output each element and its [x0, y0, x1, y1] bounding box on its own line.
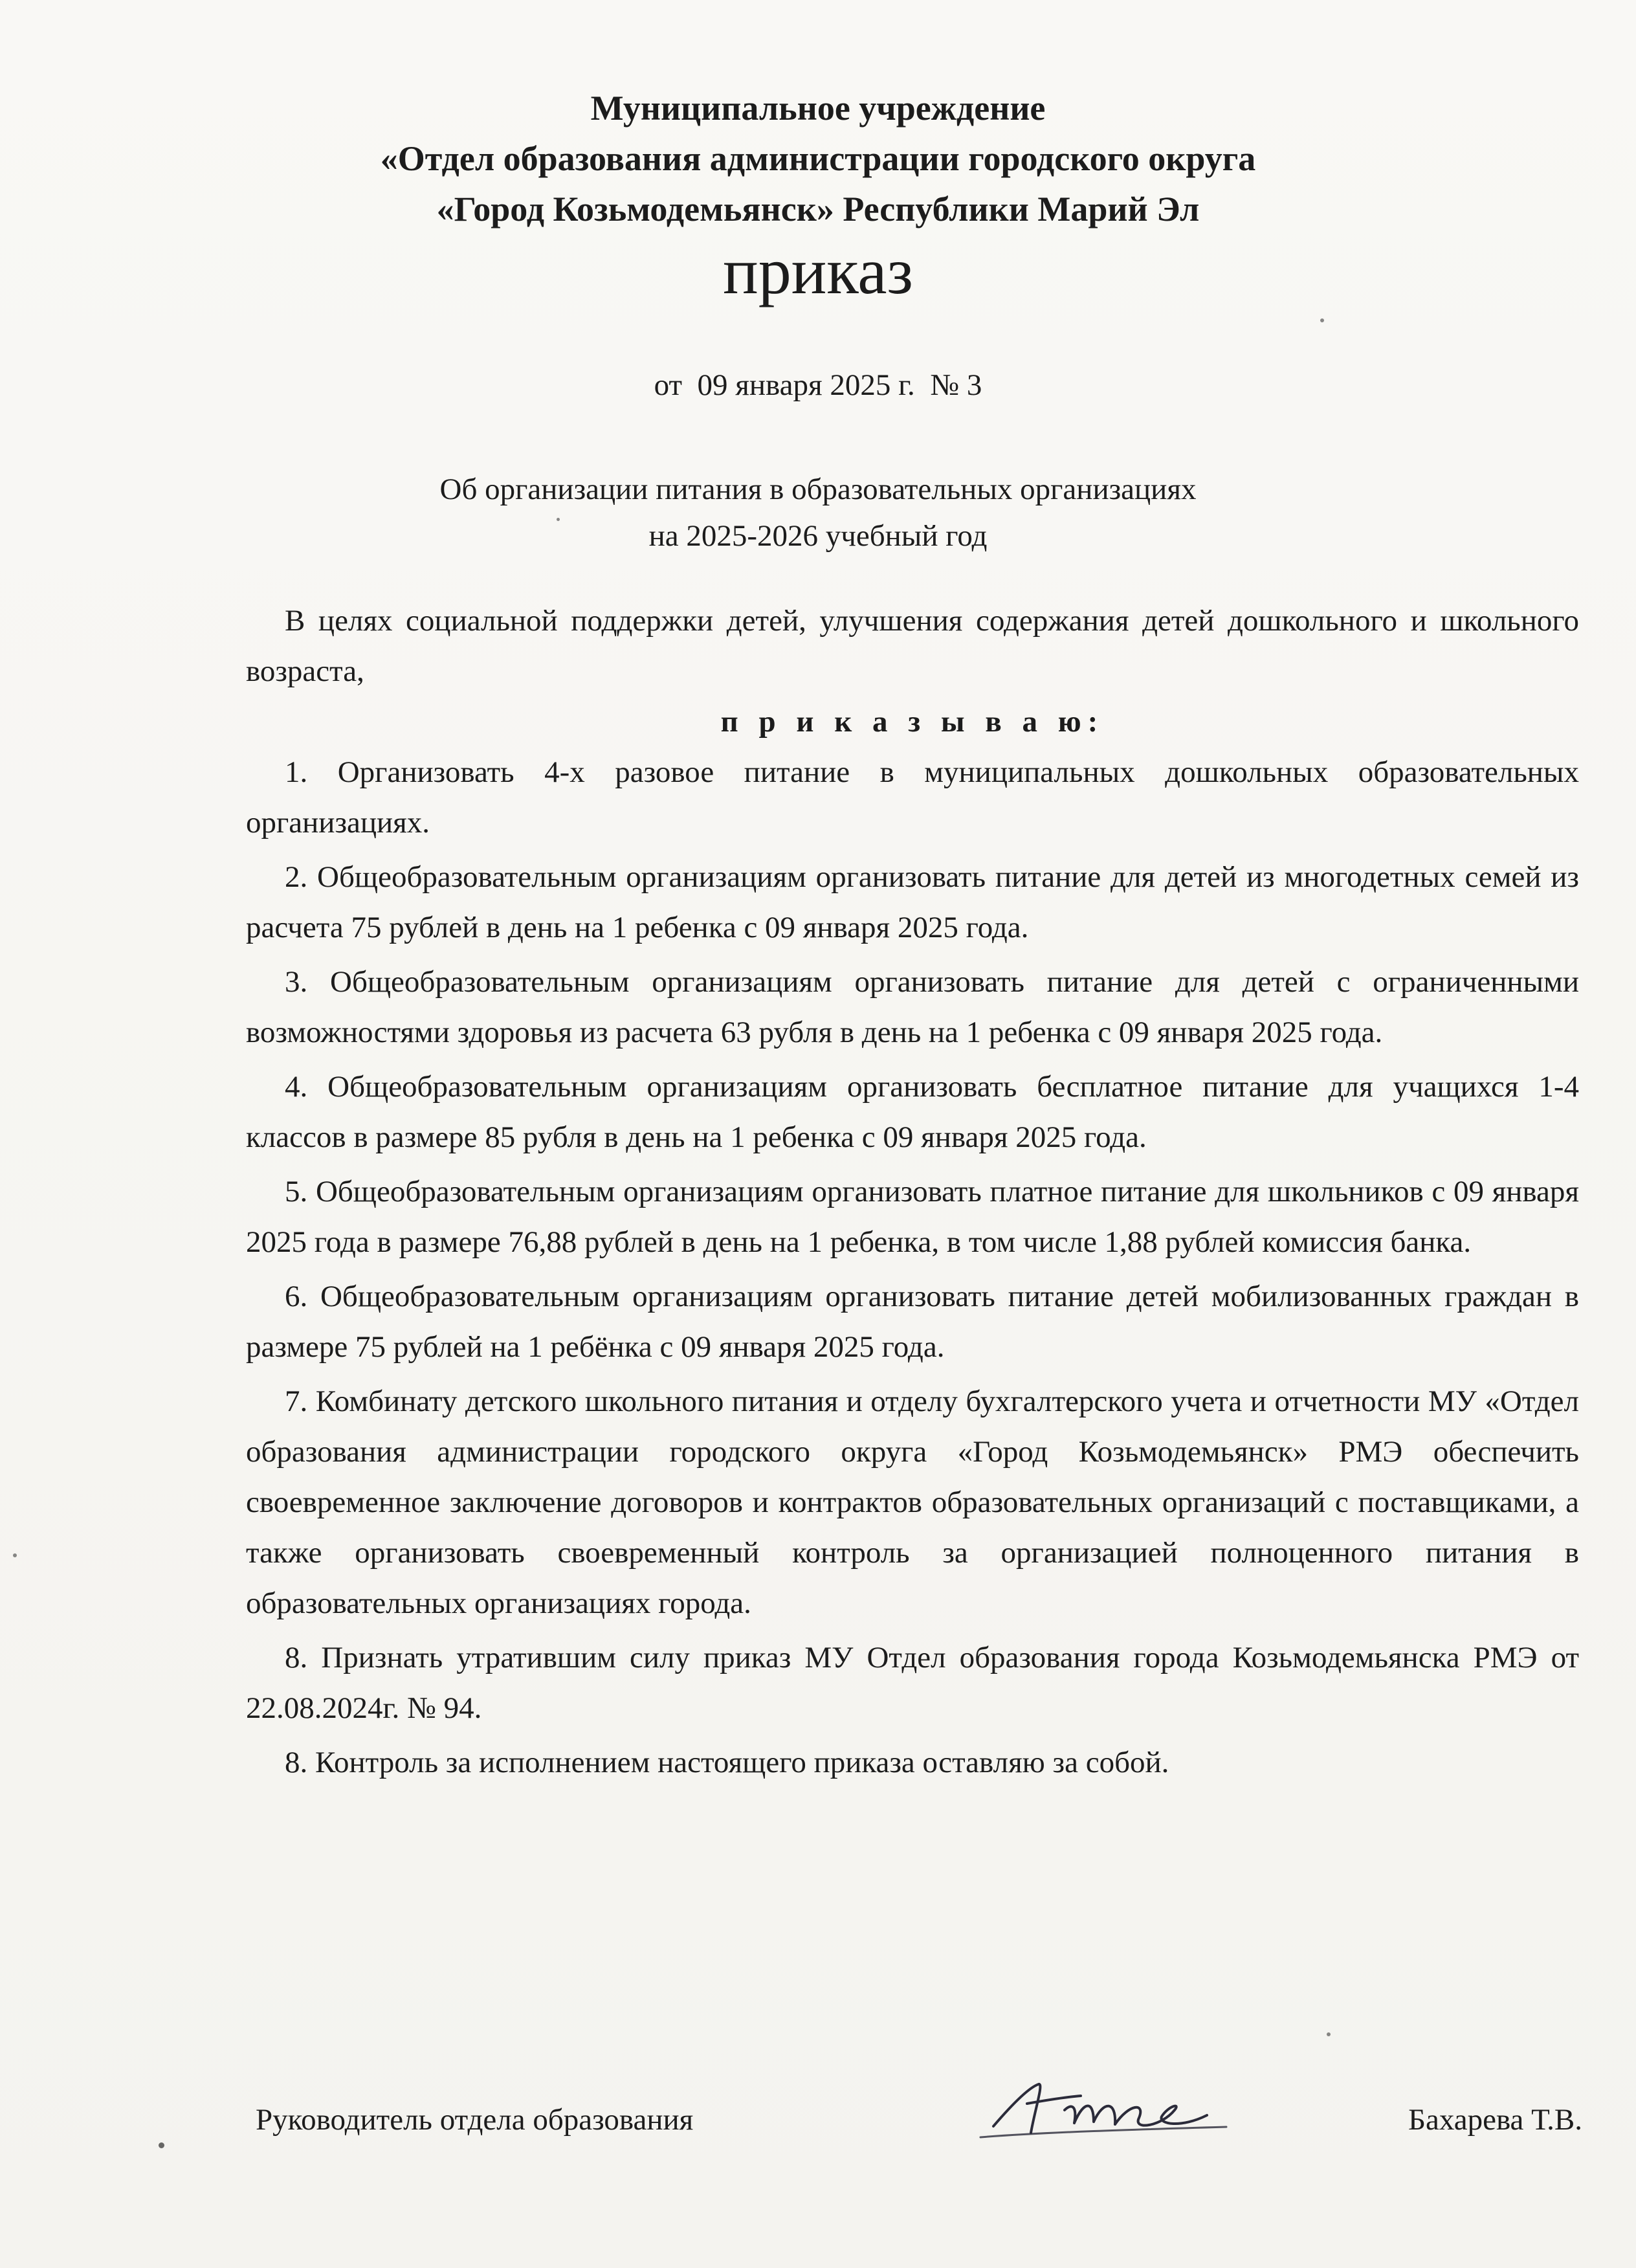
document-date-number: от 09 января 2025 г. № 3: [654, 368, 982, 402]
order-item-3: 3. Общеобразовательным организациям организовать питание для детей с ограниченными возможностями здоровья из расчета 63 рубля в день на 1 ребенка с 09 января 2025 года.: [246, 965, 1579, 1049]
header-line-1: Муниципальное учреждение: [590, 89, 1046, 128]
scan-speck: [1327, 2032, 1331, 2036]
document-body: [246, 595, 1579, 1792]
order-item-4: 4. Общеобразовательным организациям организовать бесплатное питание для учащихся 1-4 классов в размере 85 рубля в день на 1 ребенка с 09 января 2025 года.: [246, 1070, 1579, 1154]
header-line-3: «Город Козьмодемьянск» Республики Марий Эл: [436, 190, 1200, 228]
document-subject: [0, 466, 1636, 559]
header-line-2: «Отдел образования администрации городского округа: [380, 139, 1256, 178]
order-item-8: 8. Признать утратившим силу приказ МУ Отдел образования города Козьмодемьянска РМЭ от 22.08.2024г. № 94.: [246, 1641, 1579, 1725]
organization-header: [0, 83, 1636, 234]
preamble-paragraph: В целях социальной поддержки детей, улучшения содержания детей дошкольного и школьного возраста,: [246, 604, 1579, 688]
order-item-5: 5. Общеобразовательным организациям организовать платное питание для школьников с 09 января 2025 года в размере 76,88 рублей в день на 1 ребенка, в том числе 1,88 рублей комиссия банка.: [246, 1175, 1579, 1259]
signature-block: [256, 2091, 1582, 2155]
order-item-9: 8. Контроль за исполнением настоящего приказа оставляю за собой.: [285, 1746, 1169, 1779]
order-item-7: 7. Комбинату детского школьного питания и отделу бухгалтерского учета и отчетности МУ «Отдел образования администрации городского округа «Город Козьмодемьянск» РМЭ обеспечить своевременное заключение договоров и контрактов образовательных организаций с поставщиками, а также организовать своевременный контроль за организацией полноценного питания в образовательных организациях города.: [246, 1384, 1579, 1620]
scan-speck: [159, 2142, 164, 2148]
scan-speck: [557, 518, 560, 521]
order-item-1: 1. Организовать 4-х разовое питание в муниципальных дошкольных образовательных организациях.: [246, 755, 1579, 839]
order-word: п р и к а з ы в а ю:: [720, 705, 1105, 739]
subject-line-2: на 2025-2026 учебный год: [648, 519, 988, 553]
signatory-title: Руководитель отдела образования: [256, 2103, 694, 2137]
scan-speck: [13, 1553, 17, 1557]
handwritten-signature: [967, 2065, 1239, 2162]
document-type-title: приказ: [723, 235, 913, 308]
order-item-2: 2. Общеобразовательным организациям организовать питание для детей из многодетных семей из расчета 75 рублей в день на 1 ребенка с 09 января 2025 года.: [246, 860, 1579, 944]
scan-speck: [1320, 318, 1324, 322]
signatory-name: Бахарева Т.В.: [1408, 2103, 1582, 2137]
order-item-6: 6. Общеобразовательным организациям организовать питание детей мобилизованных граждан в размере 75 рублей на 1 ребёнка с 09 января 2025 года.: [246, 1280, 1579, 1364]
subject-line-1: Об организации питания в образовательных организациях: [439, 472, 1197, 506]
